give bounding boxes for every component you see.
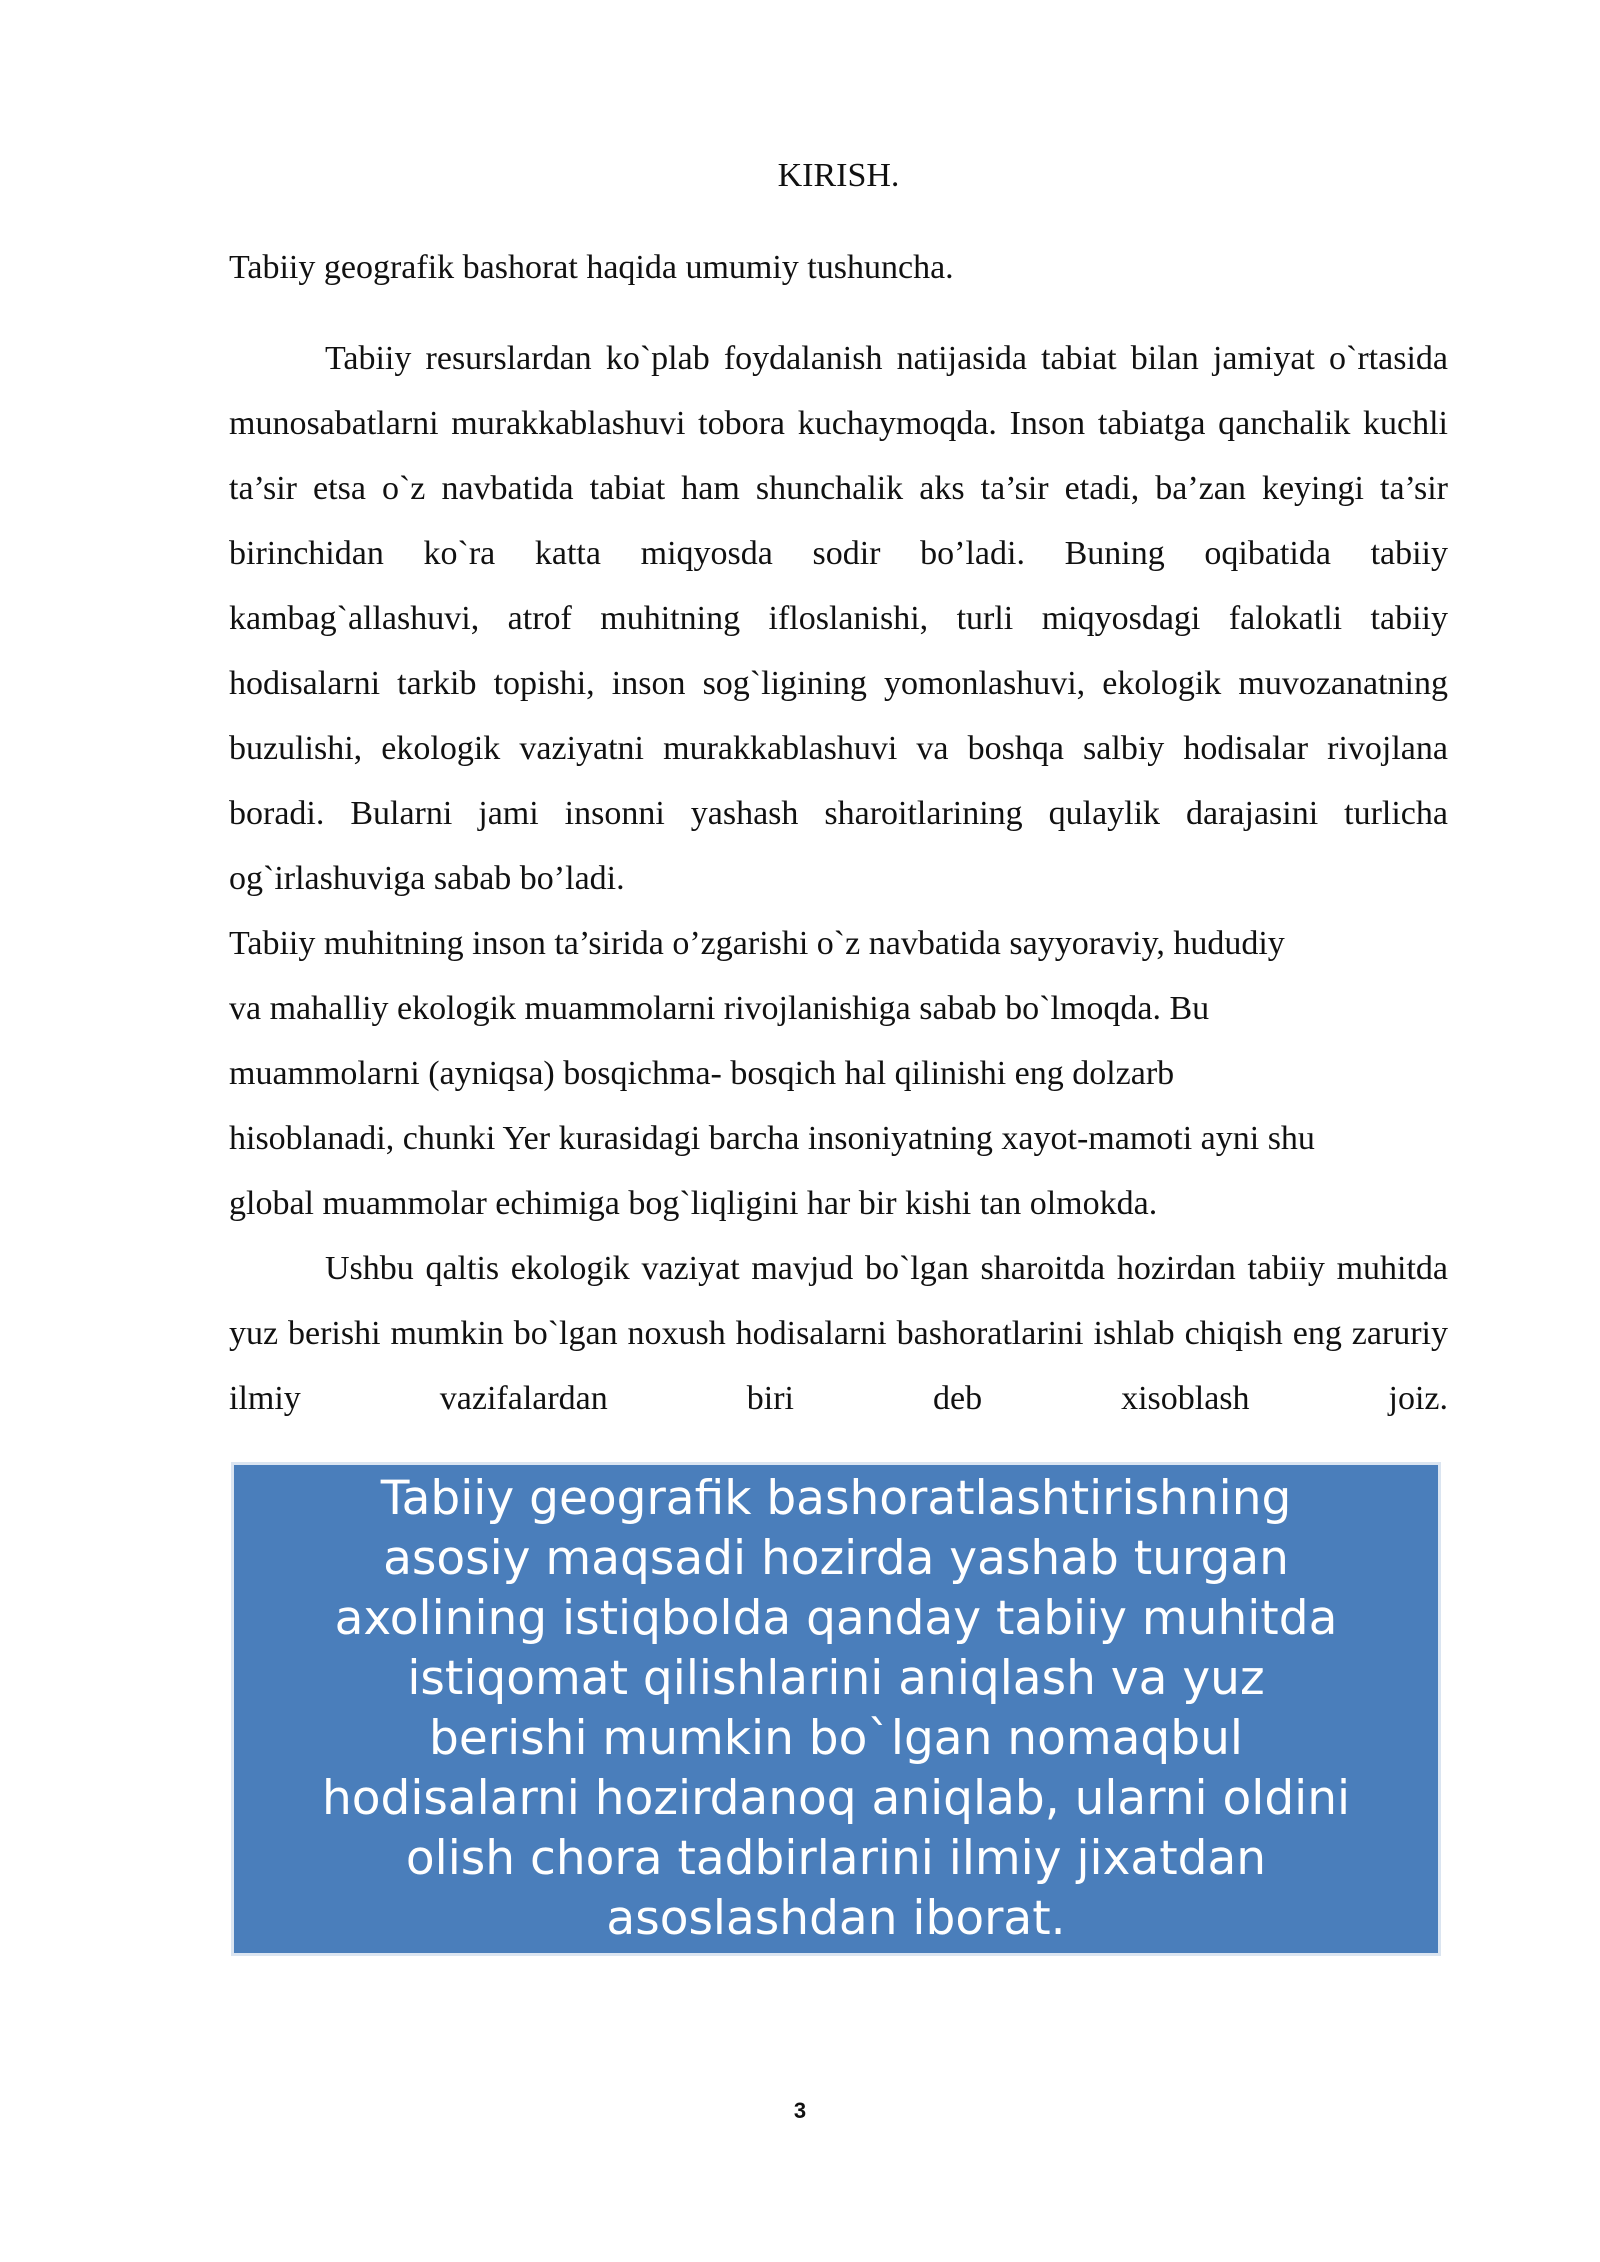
highlight-callout-box: [234, 1465, 1438, 1953]
callout-text: Tabiiy geografik bashoratlashtirishning asosiy maqsadi hozirda yashab turgan axolining istiqbolda qanday tabiiy muhitda istiqomat qilishlarini aniqlash va yuz berishi mumkin bo`lgan nomaqbul hodisalarni hozirdanoq aniqlab, ularni oldini olish chora tadbirlarini ilmiy jixatdan asoslashdan iborat.: [321, 1471, 1351, 1946]
page-number: 3: [793, 2098, 807, 2123]
section-subheading: Tabiiy geografik bashorat haqida umumiy tushuncha.: [229, 249, 954, 286]
page-heading: KIRISH.: [777, 157, 900, 194]
paragraph-1-block: [229, 326, 1448, 911]
paragraph-3: Ushbu qaltis ekologik vaziyat mavjud bo`lgan sharoitda hozirdan tabiiy muhitda yuz berishi mumkin bo`lgan noxush hodisalarni bashoratlarini ishlab chiqish eng zaruriy ilmiy vazifalardan biri deb xisoblash joiz.: [229, 1250, 1448, 1417]
paragraph-2: Tabiiy muhitning inson ta’sirida o’zgarishi o`z navbatida sayyoraviy, hududiy va mahalliy ekologik muammolarni rivojlanishiga sabab bo`lmoqda. Bu muammolarni (ayniqsa) bosqichma- bosqich hal qilinishi eng dolzarb hisoblanadi, chunki Yer kurasidagi barcha insoniyatning xayot-mamoti ayni shu global muammolar echimiga bog`liqligini har bir kishi tan olmokda.: [229, 925, 1315, 1222]
paragraph-1: Tabiiy resurslardan ko`plab foydalanish natijasida tabiat bilan jamiyat o`rtasida munosabatlarni murakkablashuvi tobora kuchaymoqda. Inson tabiatga qanchalik kuchli ta’sir etsa o`z navbatida tabiat ham shunchalik aks ta’sir etadi, ba’zan keyingi ta’sir birinchidan ko`ra katta miqyosda sodir bo’ladi. Buning oqibatida tabiiy kambag`allashuvi, atrof muhitning ifloslanishi, turli miqyosdagi falokatli tabiiy hodisalarni tarkib topishi, inson sog`ligining yomonlashuvi, ekologik muvozanatning buzulishi, ekologik vaziyatni murakkablashuvi va boshqa salbiy hodisalar rivojlana boradi. Bularni jami insonni yashash sharoitlarining qulaylik darajasini turlicha og`irlashuviga sabab bo’ladi.: [229, 340, 1448, 897]
paragraph-3-block: [229, 1236, 1448, 1431]
paragraph-2-block: [229, 911, 1448, 1236]
